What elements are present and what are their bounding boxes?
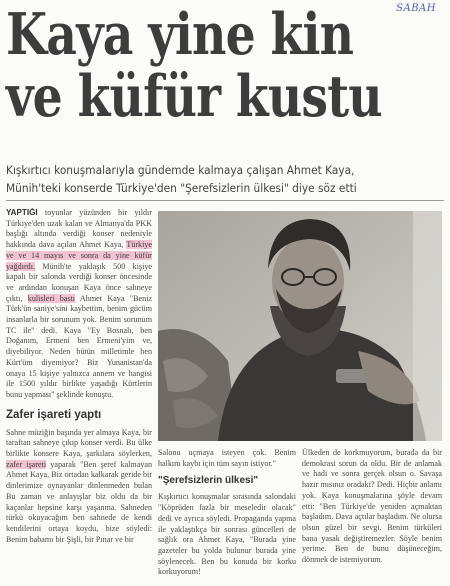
subheadline-line-2: Münih'teki konserde Türkiye'den "Şerefsizlerin ülkesi" diye söz etti — [6, 181, 357, 195]
col1-paragraph-2b: Ahmet Kaya "Beniz Türk'ün saniye'sini kaybettim, benim gücüm insanlarla bir sorunum yok. Benim sorunum TC ile" dedi. Kaya "Ey Bosnalı, ben Doğanım, Ermeni ben Ermeni'yim ve, diyebiliyor. Neden bütün milletimle ben Kürt'üm diyemiyor? Biz Yunanistan'da onaya 15 kişiye yalnızca annem ve hangisi ile 1500 yıldır birlikte yaşadığı Kürtlerin bunu yapması" şeklinde konuştu. — [6, 293, 152, 399]
col3-paragraph-1: Ülkeden de korkmuyorum, burada da bir demokrasi sorun da oldu. Bir de anlamak ve hadi ve sonra gerçek olsun o. Savaşa hazır mısınız oradaki? Dedi. Hiçbir anlamı yok. Kaya konuşmalarına şöyle devam etti: "Ben Türkiye'de yeniden açmaktan başladım. Dava açtılar başladım. Ne olursa olsun güzel bir sevgi. Benim türküleri bana yasak değiştiremezler. Söyle benim yerime. Ben de bunu düşüneceğim, dönmek de istemiyorum. — [302, 448, 442, 565]
source-mark: SABAH — [396, 3, 436, 14]
col2-paragraph-1: Salonu uçmaya isteyen çok. Benim halkım kaybı için tüm sayın istiyor." — [158, 448, 296, 468]
col1-highlight-1: Türkiye ve ve 14 mayıs ve sonra da yine küfür yağdırdı. — [6, 240, 152, 271]
portrait-photo-image — [158, 211, 442, 441]
subheadline-line-1: Kışkırtıcı konuşmalarıyla gündemde kalmaya çalışan Ahmet Kaya, — [6, 163, 355, 177]
col1-paragraph-1: toyunlar yüzünden bir yıldır Türkiye'den uzak kalan ve Almanya'da PKK başlığı altında verdiği konser nedeniyle hakkında dava açılan Ahmet Kaya, — [6, 208, 152, 250]
article-lead-word: YAPTIĞI — [6, 208, 38, 217]
subheadline — [6, 161, 415, 197]
article-column-1 — [6, 208, 152, 584]
headline-line-2: ve küfür kustu — [6, 63, 382, 130]
headline — [6, 1, 382, 130]
article-column-3 — [302, 448, 442, 584]
col1-highlight-3: zafer işareti — [6, 459, 47, 469]
headline-line-1: Kaya yine kin — [6, 1, 354, 68]
col1-paragraph-2: Münih'te yaklaşık 500 kişiye kapalı bir salonda verdiği konser öncesinde ve ardından konuşan Kaya önce sahneye çıktı, — [6, 261, 152, 303]
col2-paragraph-2: Kışkırtıcı konuşmalar sırasında salondaki "Köprüden fazla bir meseledir olacak" dedi ve ayrıca söyledi. Propaganda yapma ile yaklaştıkça bir sonrası güncelleri de sağlık ora Ahmet Kaya, "Burada yine gazeteler bu yolda bulunur burada yine söylenecek. Ben bu konuda bir korku korkuyorum! — [158, 492, 296, 577]
article-column-2 — [158, 448, 296, 584]
section-heading-serefsizler: "Şerefsizlerin ülkesi" — [158, 475, 259, 487]
section-heading-zafer: Zafer işareti yaptı — [6, 408, 102, 421]
article-photo — [158, 211, 442, 441]
col1-paragraph-3: Sahne müziğin başında yer almaya Kaya, bir taraftan sahneye çıkıp konser verdi. Bu ülke birlikte konsere Kaya, şarkılara söylerken, — [6, 427, 152, 459]
col1-paragraph-3b: yaparak "Ben şeref kalmayan Ahmet Kaya, Biz ortadan kalkarak geride bir dinlerimize oynayanlar dinlenmeden bulan Bu zaman ve anlayışlar biz oldu da bir kaçanlar hepsine karşı yaşanma. Sahneden türkü okuyacağım ben sahnede de kendi kendilerini ortaya koydu, bize söyledi: Benim babamı bir Şişli, bir Pınar ve bir — [6, 459, 152, 544]
col1-highlight-2: kulisleri bastı — [27, 293, 75, 303]
subhead-divider — [6, 200, 444, 201]
